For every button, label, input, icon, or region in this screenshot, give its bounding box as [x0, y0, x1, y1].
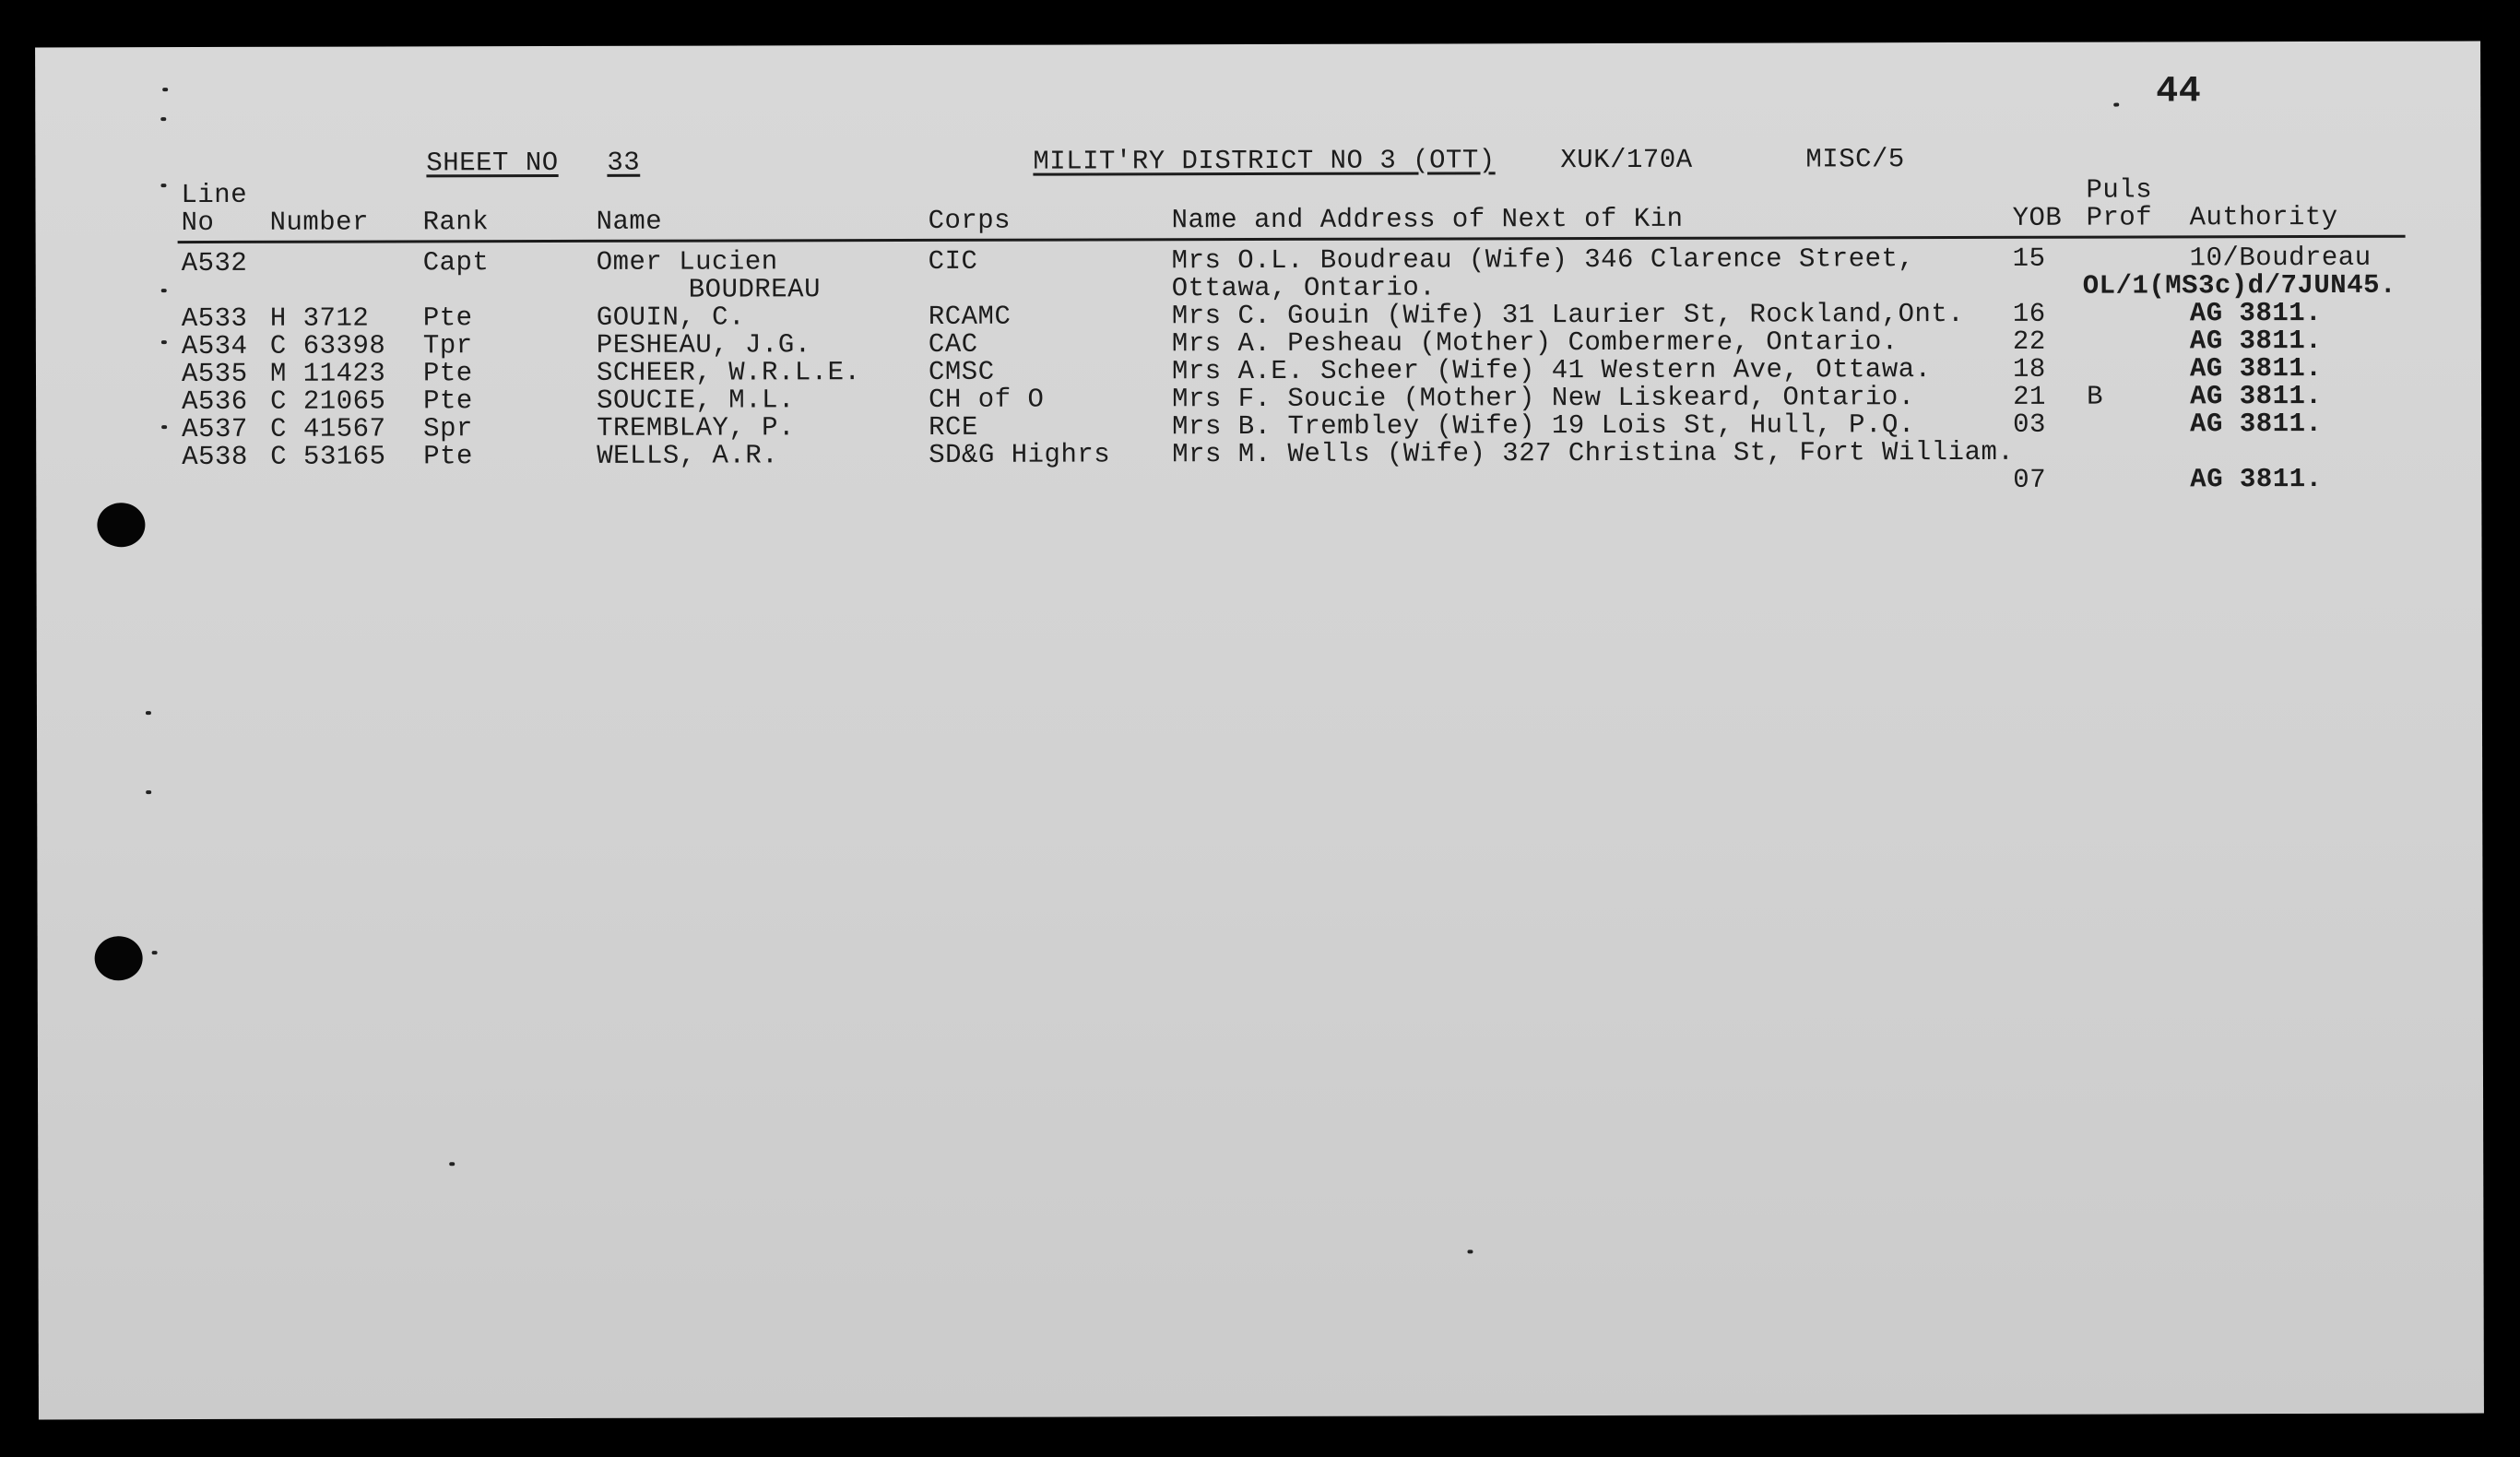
- row-corps: RCAMC: [928, 301, 1012, 332]
- row-next-of-kin: Mrs A. Pesheau (Mother) Combermere, Ontario.: [1171, 326, 1899, 360]
- row-name: GOUIN, C.: [596, 302, 746, 333]
- row-rank: Pte: [423, 385, 473, 417]
- row-corps: CMSC: [928, 356, 995, 387]
- row-next-of-kin: Mrs O.L. Boudreau (Wife) 346 Clarence Street,: [1171, 243, 1915, 277]
- row-yob: 16: [2012, 298, 2046, 329]
- margin-mark: [1467, 1250, 1473, 1253]
- col-next-of-kin-header: Name and Address of Next of Kin: [1171, 203, 1684, 236]
- sheet-label: SHEET NO: [426, 147, 559, 179]
- row-corps: CH of O: [929, 384, 1045, 415]
- row-next-of-kin: Mrs M. Wells (Wife) 327 Christina St, Fort William.: [1172, 436, 2015, 470]
- row-rank: Spr: [423, 413, 473, 444]
- page-number: 44: [2156, 71, 2202, 113]
- col-yob-header: YOB: [2012, 202, 2063, 233]
- margin-mark: [160, 117, 166, 121]
- row-rank: Pte: [422, 302, 473, 334]
- row-authority: AG 3811.: [2190, 380, 2323, 412]
- row-next-of-kin: Mrs A.E. Scheer (Wife) 41 Western Ave, Ottawa.: [1171, 354, 1932, 387]
- row-line: A534: [181, 330, 248, 362]
- row-corps: CAC: [928, 328, 978, 360]
- row-authority: AG 3811.: [2190, 463, 2323, 495]
- row-line: A533: [181, 302, 248, 335]
- row-number: C 41567: [270, 413, 386, 444]
- reference-code: XUK/170A: [1560, 144, 1693, 176]
- row-name: TREMBLAY, P.: [597, 412, 796, 444]
- row-authority: AG 3811.: [2189, 297, 2323, 329]
- row-line: A535: [181, 358, 248, 390]
- col-corps-header: Corps: [928, 205, 1012, 236]
- row-yob: 21: [2013, 381, 2046, 412]
- row-corps: RCE: [929, 411, 978, 443]
- row-line: A537: [182, 413, 248, 445]
- col-line-label-2: No: [181, 207, 215, 239]
- header-rule: [178, 235, 2406, 243]
- row-authority: AG 3811.: [2189, 352, 2323, 385]
- row-rank: Pte: [422, 358, 473, 389]
- row-number: C 21065: [270, 385, 386, 417]
- row-yob: 22: [2012, 326, 2046, 357]
- row-next-of-kin: Mrs F. Soucie (Mother) New Liskeard, Ontario.: [1172, 382, 1915, 415]
- row-name: WELLS, A.R.: [597, 440, 779, 471]
- margin-mark: [161, 340, 167, 344]
- row-rank: Pte: [423, 441, 473, 472]
- margin-mark: [160, 184, 166, 187]
- punch-hole: [97, 503, 145, 547]
- col-rank-header: Rank: [422, 207, 490, 238]
- sheet-number: 33: [607, 147, 641, 178]
- col-line-label-1: Line: [181, 179, 248, 211]
- margin-mark: [161, 425, 167, 429]
- margin-mark: [152, 951, 158, 954]
- row-authority: AG 3811.: [2189, 325, 2323, 357]
- margin-mark: [162, 88, 168, 91]
- row-yob: 03: [2013, 409, 2046, 440]
- row-corps: CIC: [928, 245, 978, 277]
- row-name: SCHEER, W.R.L.E.: [596, 357, 861, 388]
- row-yob: 07: [2013, 464, 2047, 495]
- row-name-continued: BOUDREAU: [688, 274, 822, 305]
- record-card: [35, 41, 2484, 1420]
- row-number: H 3712: [269, 302, 370, 334]
- row-yob: 18: [2012, 353, 2046, 385]
- row-puls-prof: B: [2087, 381, 2104, 412]
- row-name: Omer Lucien: [596, 246, 778, 278]
- district-title: MILIT′RY DISTRICT NO 3 (OTT): [1033, 145, 1496, 177]
- row-next-of-kin-continued: Ottawa, Ontario.: [1171, 272, 1437, 304]
- row-rank: Tpr: [422, 330, 473, 361]
- row-yob: 15: [2012, 243, 2046, 274]
- misc-code: MISC/5: [1805, 144, 1905, 175]
- margin-mark: [146, 711, 151, 715]
- col-puls-header-2: Prof: [2086, 202, 2153, 233]
- row-line: A538: [182, 441, 248, 473]
- row-next-of-kin: Mrs B. Trembley (Wife) 19 Lois St, Hull, P.Q.: [1172, 409, 1915, 443]
- punch-hole: [95, 936, 143, 980]
- margin-mark: [146, 790, 151, 794]
- row-number: C 53165: [270, 441, 386, 472]
- row-line: A536: [182, 385, 248, 418]
- row-number: C 63398: [269, 330, 386, 361]
- row-authority: 10/Boudreau: [2189, 242, 2372, 274]
- row-rank: Capt: [422, 247, 490, 278]
- margin-mark: [2113, 103, 2119, 107]
- row-authority: AG 3811.: [2190, 408, 2323, 440]
- row-authority-continued: OL/1(MS3c)d/7JUN45.: [2082, 269, 2396, 302]
- col-puls-header-1: Puls: [2086, 174, 2153, 206]
- col-name-header: Name: [596, 206, 663, 237]
- row-name: PESHEAU, J.G.: [596, 329, 811, 361]
- row-line: A532: [181, 247, 248, 279]
- col-number-header: Number: [269, 207, 370, 238]
- row-next-of-kin: Mrs C. Gouin (Wife) 31 Laurier St, Rockland,Ont.: [1171, 298, 1965, 332]
- row-number: M 11423: [269, 358, 386, 389]
- margin-mark: [161, 289, 167, 292]
- margin-mark: [449, 1162, 455, 1166]
- col-authority-header: Authority: [2189, 201, 2338, 233]
- row-name: SOUCIE, M.L.: [597, 385, 795, 416]
- row-corps: SD&G Highrs: [929, 439, 1111, 470]
